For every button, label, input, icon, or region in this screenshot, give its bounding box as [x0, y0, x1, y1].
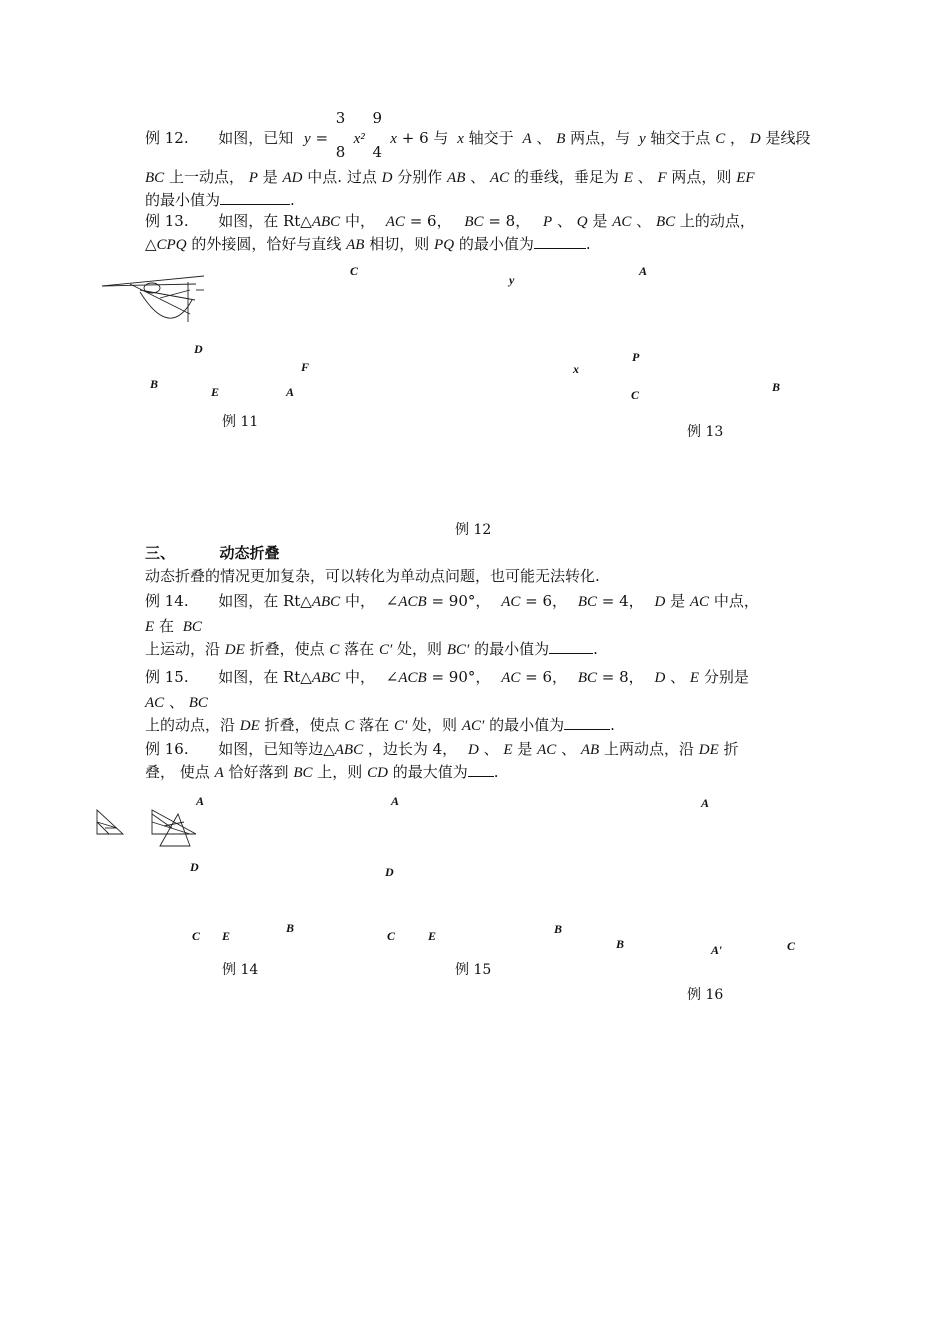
fig12-caption: 例 12 — [455, 522, 492, 538]
fig11-diagram — [100, 270, 210, 330]
answer-blank[interactable] — [220, 190, 290, 205]
ex13-line1: 例 13. 如图，在 Rt△ABC 中， AC = 6， BC = 8， P 、 Q 是 AC 、 BC 上的动点， — [145, 212, 755, 230]
fig13-label-P: P — [632, 350, 640, 364]
fig15-label-C: C — [387, 929, 396, 943]
answer-blank[interactable] — [564, 715, 610, 730]
fig15-diagram — [150, 808, 200, 848]
fig11-label-B: B — [150, 377, 159, 391]
section3-heading: 三、 动态折叠 — [145, 544, 280, 562]
ex15-line2: AC 、 BC — [145, 693, 208, 711]
answer-blank[interactable] — [534, 234, 586, 249]
ex12-line1: 例 12. 如图，已知 y = 3 8 x² 9 4 x + 6 与 x 轴交于 A 、 B 两点，与 y 轴交于点 C ， D 是线段 — [145, 109, 811, 161]
fig11-caption: 例 11 — [222, 414, 259, 430]
ex12-label: 例 12. — [145, 129, 189, 147]
ex12-line3: 的最小值为 . — [145, 191, 295, 209]
answer-blank[interactable] — [549, 639, 593, 654]
fig12-label-x: x — [573, 362, 579, 376]
fig14-label-C: C — [192, 929, 201, 943]
ex16-line1: 例 16. 如图，已知等边△ABC ，边长为 4， D 、 E 是 AC 、 AB 上两动点，沿 DE 折 — [145, 740, 739, 758]
ex13-line2: △CPQ 的外接圆，恰好与直线 AB 相切，则 PQ 的最小值为 . — [145, 235, 591, 253]
fig14-label-B: B — [286, 921, 295, 935]
ex12-line2: BC 上一动点， P 是 AD 中点. 过点 D 分别作 AB 、 AC 的垂线，垂足为 E 、 F 两点，则 EF — [145, 168, 755, 186]
fig13-label-B: B — [772, 380, 781, 394]
fig13-caption: 例 13 — [687, 424, 724, 440]
ex15-line1: 例 15. 如图，在 Rt△ABC 中， ∠ACB = 90°， AC = 6， BC = 8， D 、 E 分别是 — [145, 668, 749, 686]
frac-9-4: 9 4 — [372, 109, 383, 161]
fig16-label-Aprime: A′ — [711, 943, 723, 957]
fig15-label-E: E — [428, 929, 437, 943]
section3-desc: 动态折叠的情况更加复杂，可以转化为单动点问题，也可能无法转化. — [145, 567, 600, 585]
fig16-caption: 例 16 — [687, 987, 724, 1003]
ex16-line2: 叠， 使点 A 恰好落到 BC 上，则 CD 的最大值为 . — [145, 763, 499, 781]
fig16-label-C: C — [787, 939, 796, 953]
fig15-label-A: A — [391, 794, 400, 808]
fig15-label-B: B — [554, 922, 563, 936]
fig11-label-C: C — [350, 264, 359, 278]
answer-blank[interactable] — [468, 762, 494, 777]
fig13-label-C: C — [631, 388, 640, 402]
ex15-line3: 上的动点，沿 DE 折叠，使点 C 落在 C′ 处，则 AC′ 的最小值为 . — [145, 716, 615, 734]
fig15-caption: 例 15 — [455, 962, 492, 978]
fig14-caption: 例 14 — [222, 962, 259, 978]
fig14-diagram — [95, 808, 125, 836]
ex14-line1: 例 14. 如图，在 Rt△ABC 中， ∠ACB = 90°， AC = 6， BC = 4， D 是 AC 中点， — [145, 592, 759, 610]
frac-3-8: 3 8 — [335, 109, 346, 161]
fig16-label-A: A — [701, 796, 710, 810]
fig15-label-D: D — [385, 865, 394, 879]
fig11-label-E: E — [211, 385, 220, 399]
fig11-label-D: D — [194, 342, 203, 356]
fig13-label-A: A — [639, 264, 648, 278]
fig14-label-D: D — [190, 860, 199, 874]
fig12-label-y: y — [509, 273, 515, 287]
fig16-label-B: B — [616, 937, 625, 951]
ex14-line2: E 在 BC — [145, 617, 202, 635]
fig14-label-E: E — [222, 929, 231, 943]
ex14-line3: 上运动，沿 DE 折叠，使点 C 落在 C′ 处，则 BC′ 的最小值为 . — [145, 640, 598, 658]
fig14-label-A: A — [196, 794, 205, 808]
fig11-label-F: F — [301, 360, 310, 374]
fig11-label-A: A — [286, 385, 295, 399]
